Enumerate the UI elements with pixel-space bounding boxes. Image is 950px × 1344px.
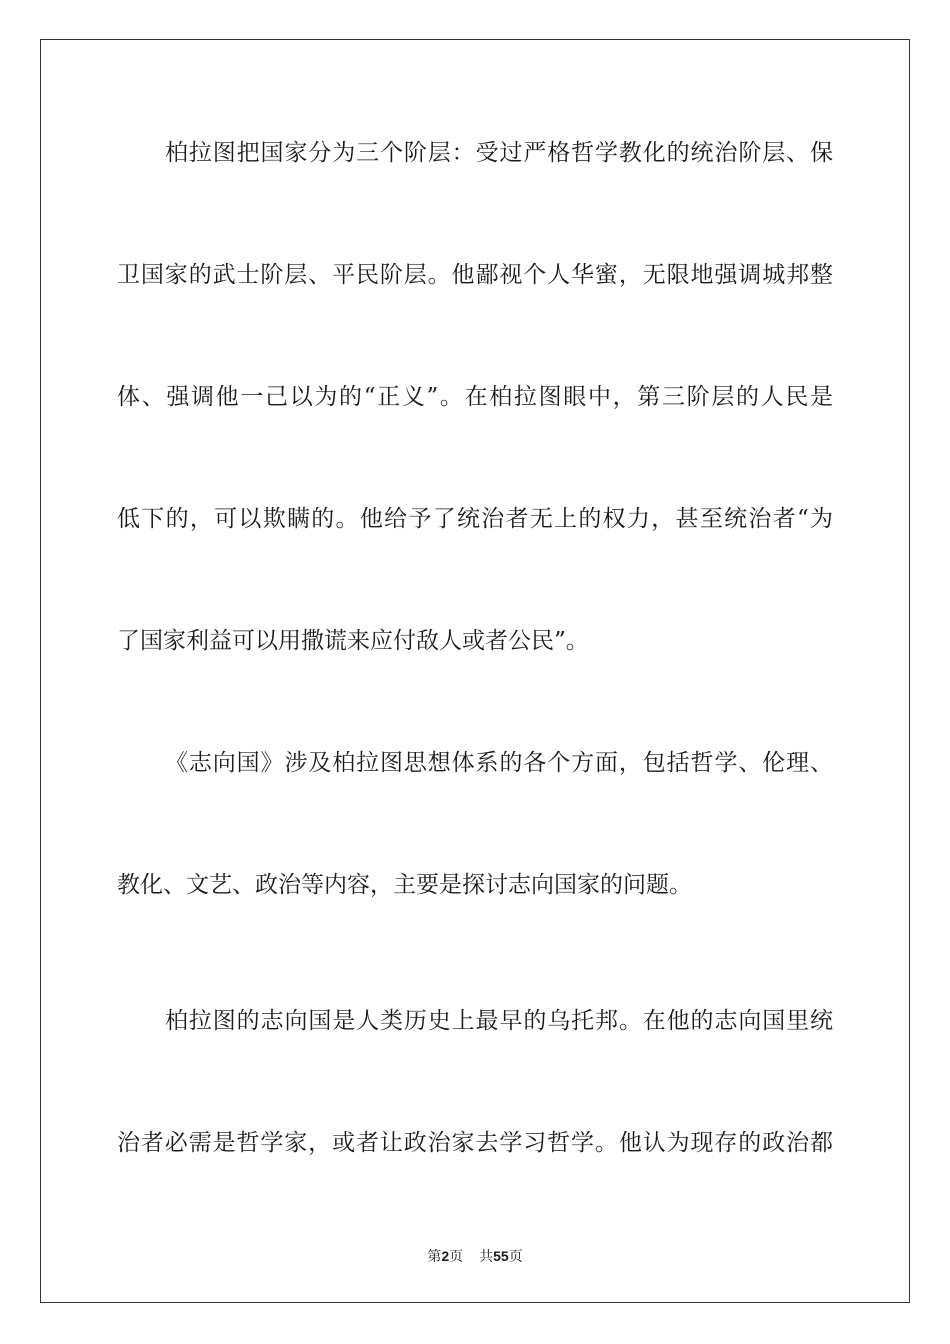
paragraph-1-line-1: 柏拉图把国家分为三个阶层：受过严格哲学教化的统治阶层、保 [165, 140, 833, 166]
page-suffix: 页 [449, 1249, 464, 1265]
paragraph-2-line-2: 教化、文艺、政治等内容，主要是探讨志向国家的问题。 [117, 872, 692, 898]
total-pages-number: 55 [493, 1248, 509, 1264]
paragraph-3-line-1: 柏拉图的志向国是人类历史上最早的乌托邦。在他的志向国里统 [165, 1008, 833, 1034]
paragraph-1-line-4: 低下的，可以欺瞒的。他给予了统治者无上的权力，甚至统治者“为 [117, 506, 833, 532]
paragraph-1-line-5: 了国家利益可以用撒谎来应付敌人或者公民”。 [117, 628, 589, 654]
total-suffix: 页 [508, 1249, 523, 1265]
paragraph-1-line-2: 卫国家的武士阶层、平民阶层。他鄙视个人华蜜，无限地强调城邦整 [117, 262, 833, 288]
paragraph-1-line-3: 体、强调他一己以为的“正义”。在柏拉图眼中，第三阶层的人民是 [117, 384, 833, 410]
current-page-number: 2 [441, 1248, 450, 1264]
paragraph-3-line-2: 治者必需是哲学家，或者让政治家去学习哲学。他认为现存的政治都 [117, 1130, 833, 1156]
page-footer [0, 1246, 950, 1267]
total-prefix: 共 [479, 1249, 494, 1265]
page-border [40, 39, 910, 1303]
paragraph-2-line-1: 《志向国》涉及柏拉图思想体系的各个方面，包括哲学、伦理、 [165, 750, 833, 776]
page-prefix: 第 [427, 1249, 442, 1265]
